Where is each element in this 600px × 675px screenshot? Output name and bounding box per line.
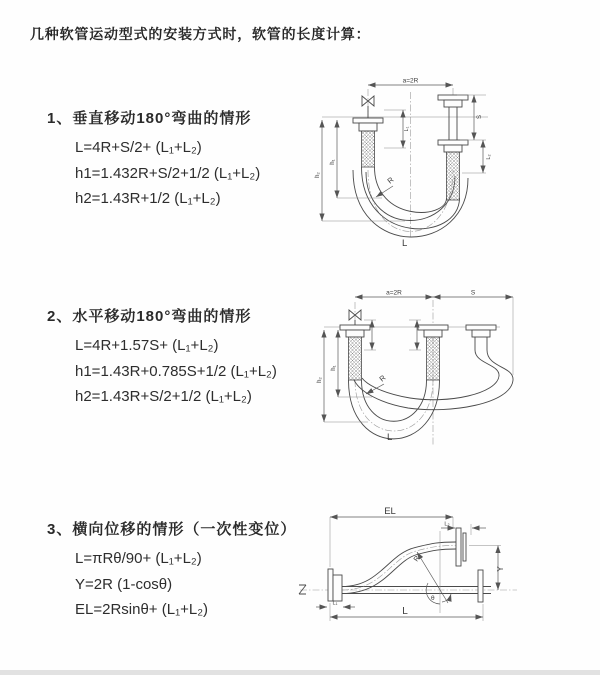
section-heading: 1、垂直移动180°弯曲的情形 [47,110,252,127]
dimensions [316,506,505,621]
dim-s-label: S [477,114,483,120]
section-horizontal-movement [47,308,317,410]
section-vertical-movement [47,110,317,212]
formula-h1: h1=1.43R+0.785S+1/2 (L₁+L₂) [75,362,277,380]
break-symbol [299,585,306,594]
radius-label: R [385,175,396,186]
dim-h1-label: h₁ [330,159,336,165]
formula-length: L=4R+1.57S+ (L₁+L₂) [75,337,219,354]
dim-a2r-label: a=2R [402,77,419,85]
length-label: L [402,606,408,617]
formula-h1: h1=1.432R+S/2+1/2 (L₁+L₂) [75,164,261,182]
dimensions [317,290,513,444]
formula-length: L=πRθ/90+ (L₁+L₂) [75,550,202,567]
radius-label: R [412,554,422,564]
scan-edge-artifact [0,670,600,675]
formula-h2: h2=1.43R+1/2 (L₁+L₂) [75,190,221,207]
formula-list [47,135,317,212]
diagram-lateral-displacement [295,495,600,670]
length-label: L [387,432,393,443]
left-pipe-connection [353,96,383,167]
dim-l1-label: L₁ [332,600,338,607]
braided-hose [447,152,460,200]
dim-h2-label: h₂ [315,172,321,178]
diagram-horizontal-180-bend [300,280,600,480]
formula-list [47,333,317,410]
middle-pipe-connection [418,325,448,380]
braided-hose [362,131,375,167]
section-heading: 3、横向位移的情形（一次性变位） [47,521,297,538]
angle-label: θ [431,595,435,602]
dim-h2-label: h₂ [317,377,323,383]
formula-list [47,546,317,623]
formula-h2: h2=1.43R+S/2+1/2 (L₁+L₂) [75,388,252,405]
dim-l2-label: L₂ [486,154,492,160]
formula-length: L=4R+S/2+ (L₁+L₂) [75,139,202,156]
right-pipe-connection [466,325,496,350]
section-lateral-displacement [47,521,317,623]
formula-el: EL=2Rsinθ+ (L₁+L₂) [75,601,209,618]
dim-el-label: EL [384,506,396,517]
left-flange [328,569,342,601]
upper-flange [456,528,461,566]
radius-label: R [377,373,388,384]
braided-hose [427,337,440,380]
dim-h1-label: h₁ [331,365,337,371]
dim-l2-label: L₂ [444,521,450,528]
dim-y-label: Y [496,566,505,572]
centerlines [322,88,488,238]
dim-a2r-label: a=2R [386,289,402,297]
right-pipe-connection [438,95,468,200]
length-label: L [402,238,408,249]
dimensions [315,78,492,250]
braided-hose [349,337,362,380]
dim-l1-label: L₁ [404,126,410,132]
section-heading: 2、水平移动180°弯曲的情形 [47,308,252,325]
page-title: 几种软管运动型式的安装方式时，软管的长度计算： [30,26,371,42]
dim-s-label: S [470,289,476,297]
left-pipe-connection [340,310,370,380]
formula-y: Y=2R (1-cosθ) [75,575,173,593]
s-curve-hose [342,528,466,594]
diagram-vertical-180-bend [300,70,600,270]
